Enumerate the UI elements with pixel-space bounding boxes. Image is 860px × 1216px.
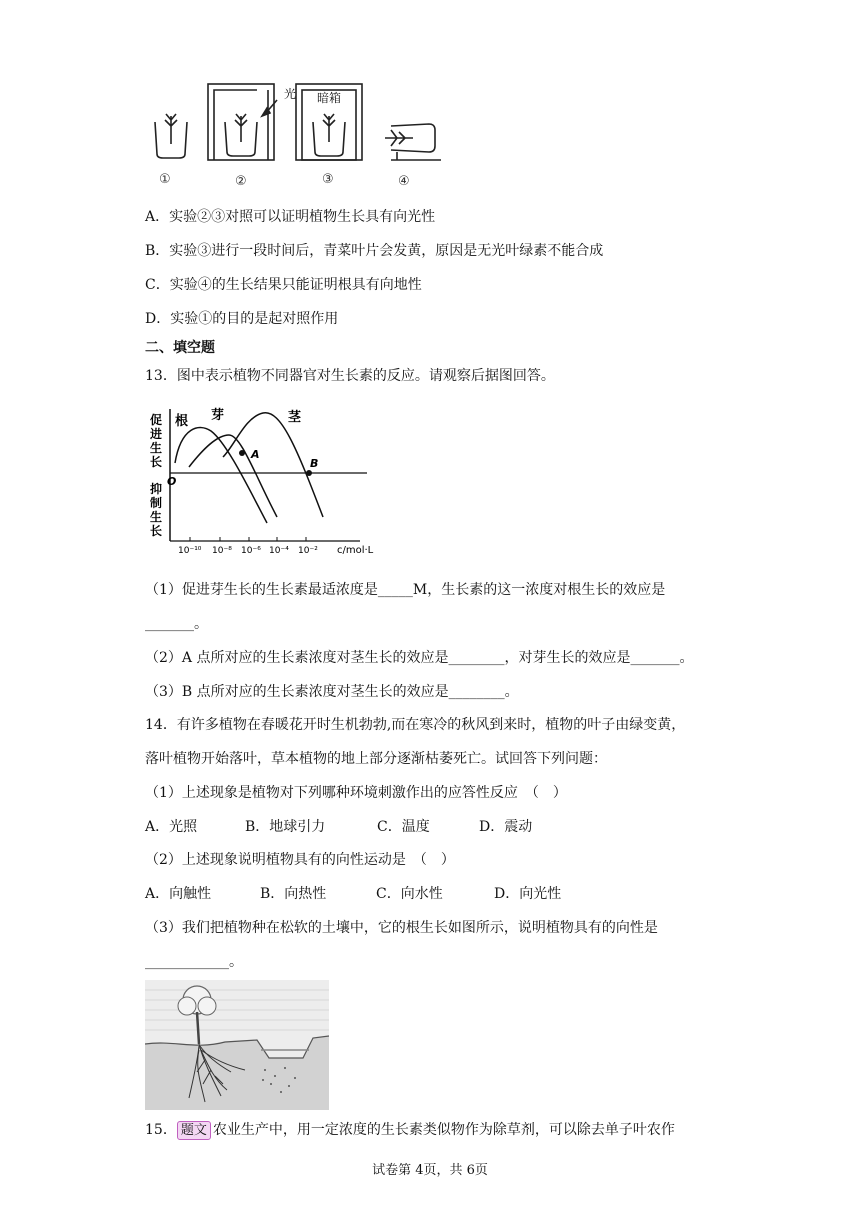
q12-option-c: C．实验④的生长结果只能证明根具有向地性	[145, 277, 422, 293]
q14-stem-2: 落叶植物开始落叶，草本植物的地上部分逐渐枯萎死亡。试回答下列问题：	[145, 751, 607, 767]
label-1: ①	[159, 172, 171, 187]
q14-sub1-option-a: A．光照	[145, 819, 198, 835]
point-a	[239, 450, 245, 456]
q15-number: 15．	[145, 1122, 177, 1138]
tick-label-1: 10⁻¹⁰	[178, 546, 202, 556]
seedling-2	[235, 114, 247, 142]
q14-stem-1: 14．有许多植物在春暖花开时生机勃勃,而在寒冷的秋风到来时，植物的叶子由绿变黄，	[145, 717, 686, 733]
q14-sub2-option-d: D．向光性	[494, 886, 562, 902]
tick-label-2: 10⁻⁸	[212, 546, 232, 556]
q14-sub2: （2）上述现象说明植物具有的向性运动是 （ ）	[145, 852, 455, 868]
ylabel-top-2: 进	[150, 427, 163, 441]
tick-label-4: 10⁻⁴	[269, 546, 289, 556]
q15-tag: 题文	[177, 1121, 211, 1140]
series-label-root: 根	[175, 414, 189, 429]
q14-sub1-option-b: B．地球引力	[245, 819, 326, 835]
series-label-bud: 芽	[211, 408, 225, 423]
point-a-label: A	[251, 448, 260, 461]
q13-sub1-a: （1）促进芽生长的生长素最适浓度是_____M，生长素的这一浓度对根生长的效应是	[145, 582, 666, 598]
q12-option-d: D．实验①的目的是起对照作用	[145, 311, 339, 327]
ylabel-bottom-4: 长	[150, 524, 163, 538]
q13-sub2: （2）A 点所对应的生长素浓度对茎生长的效应是________，对芽生长的效应是_______。	[145, 650, 694, 666]
seedling-4	[385, 130, 413, 146]
darkbox-label: 暗箱	[317, 91, 342, 105]
q13-stem: 13．图中表示植物不同器官对生长素的反应。请观察后据图回答。	[145, 368, 555, 384]
root-curve	[175, 428, 267, 523]
ylabel-bottom-2: 制	[150, 496, 163, 510]
q13-sub1-b: _______。	[145, 616, 208, 632]
point-b-label: B	[310, 457, 319, 470]
seedling-1	[165, 114, 177, 144]
ylabel-top-1: 促	[150, 413, 163, 427]
light-label: 光	[284, 87, 297, 101]
point-b	[306, 470, 312, 476]
q13-sub3: （3）B 点所对应的生长素浓度对茎生长的效应是________。	[145, 684, 519, 700]
auxin-chart	[145, 405, 395, 557]
q14-sub2-option-c: C．向水性	[376, 886, 443, 902]
experiment-figure	[145, 80, 455, 195]
ylabel-bottom-3: 生	[150, 510, 163, 524]
page-footer: 试卷第 4页，共 6页	[372, 1163, 488, 1178]
series-label-stem: 茎	[288, 410, 302, 425]
q12-option-b: B．实验③进行一段时间后，青菜叶片会发黄，原因是无光叶绿素不能合成	[145, 243, 604, 259]
tick-label-5: 10⁻²	[298, 546, 318, 556]
ylabel-top-4: 长	[150, 455, 163, 469]
q14-sub2-option-b: B．向热性	[260, 886, 327, 902]
q15-text: 农业生产中，用一定浓度的生长素类似物作为除草剂，可以除去单子叶农作	[212, 1122, 675, 1138]
q14-sub3-b: ____________。	[145, 954, 243, 970]
tick-label-3: 10⁻⁶	[241, 546, 261, 556]
q14-sub1-option-c: C．温度	[377, 819, 430, 835]
label-3: ③	[322, 172, 334, 187]
label-2: ②	[235, 174, 247, 189]
bud-curve	[189, 435, 277, 517]
ylabel-top-3: 生	[150, 441, 163, 455]
q14-sub1: （1）上述现象是植物对下列哪种环境刺激作出的应答性反应 （ ）	[145, 785, 567, 801]
q14-sub2-option-a: A．向触性	[145, 886, 212, 902]
root-figure	[145, 980, 329, 1110]
origin-label: O	[167, 475, 177, 488]
stem-curve	[223, 413, 323, 517]
seedling-3	[323, 114, 335, 142]
q15-line	[145, 1120, 675, 1140]
q14-sub1-option-d: D．震动	[479, 819, 533, 835]
q14-sub3-a: （3）我们把植物种在松软的土壤中，它的根生长如图所示，说明植物具有的向性是	[145, 920, 658, 936]
label-4: ④	[398, 174, 410, 189]
ylabel-bottom-1: 抑	[150, 482, 163, 496]
section-title: 二、填空题	[145, 340, 215, 356]
xlabel: c/mol·L	[337, 545, 374, 556]
q12-option-a: A．实验②③对照可以证明植物生长具有向光性	[145, 209, 436, 225]
